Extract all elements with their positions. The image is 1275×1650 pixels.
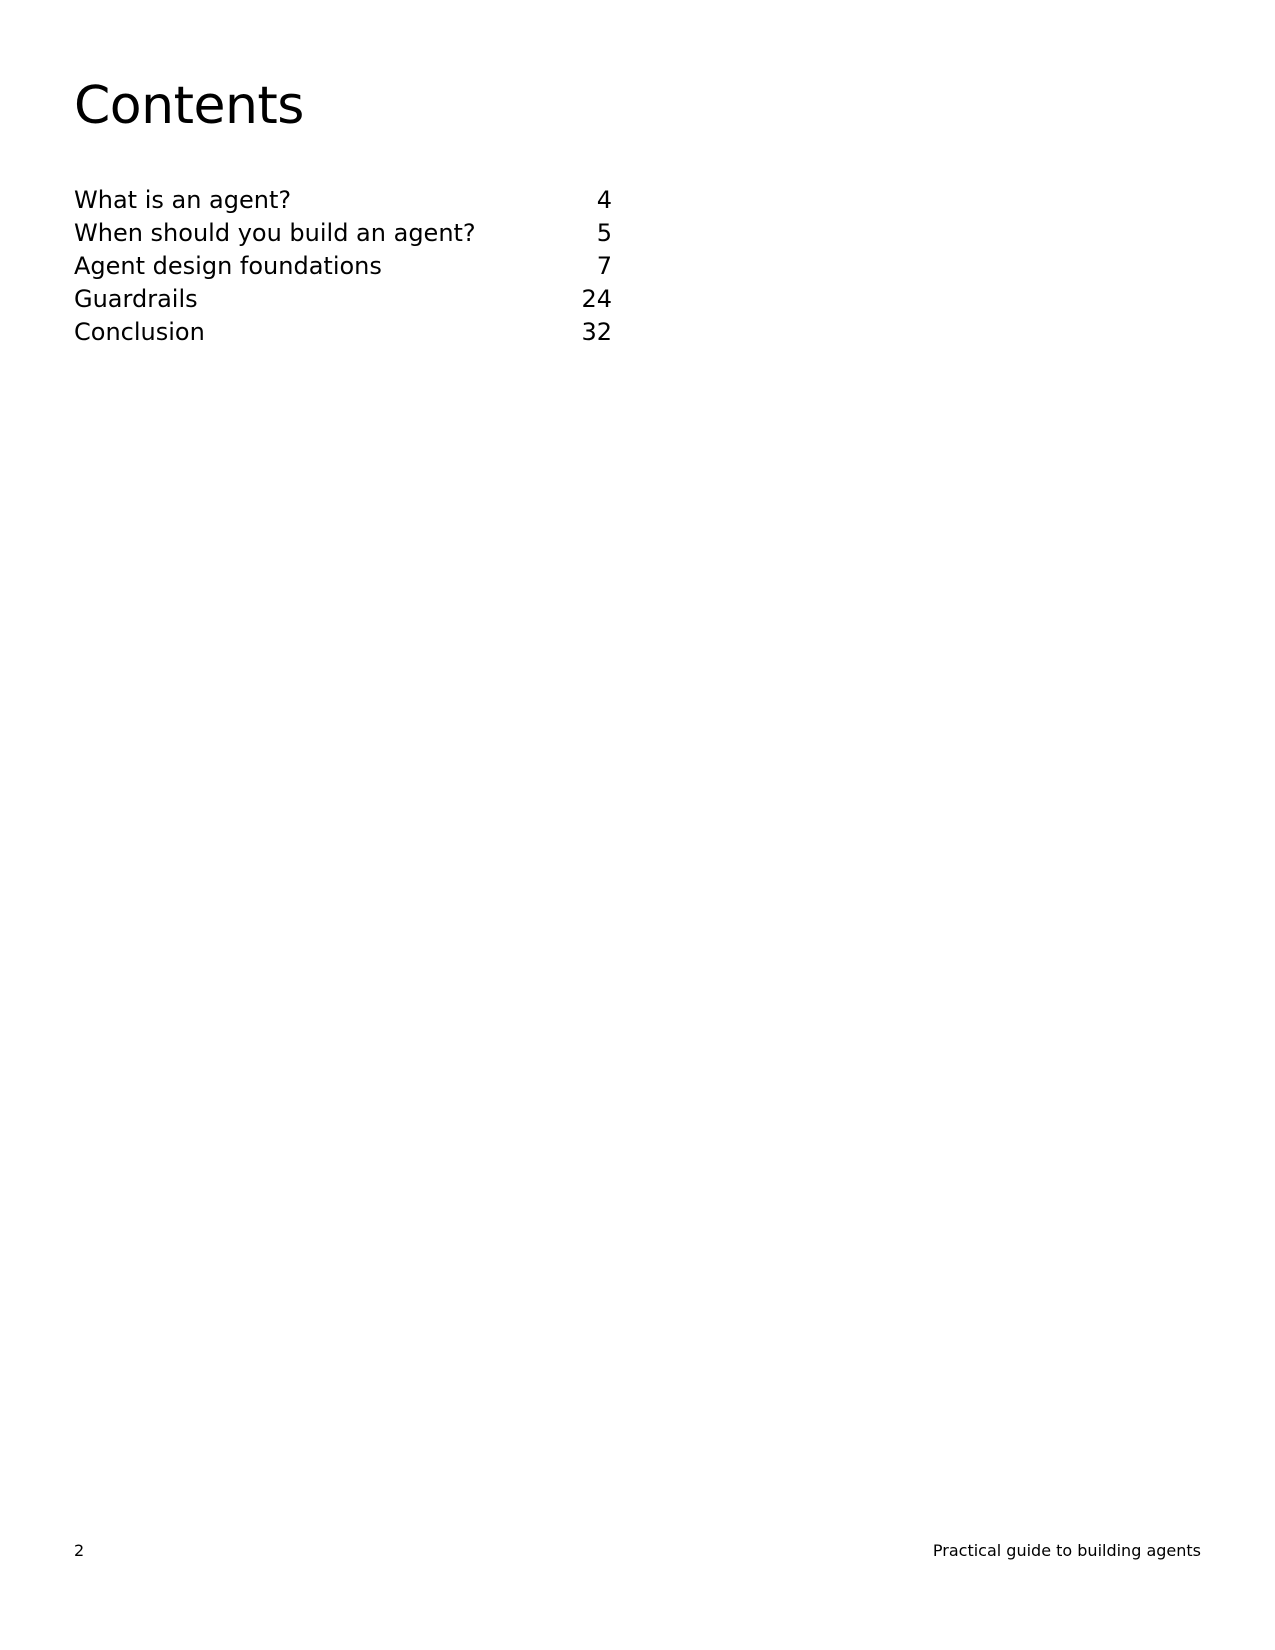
- toc-entry[interactable]: [74, 184, 612, 217]
- toc-entry-page-number: 24: [581, 285, 612, 313]
- toc-entry[interactable]: [74, 250, 612, 283]
- toc-entry[interactable]: [74, 217, 612, 250]
- toc-entry-page-number: 4: [596, 186, 612, 214]
- toc-entry-page-number: 5: [596, 219, 612, 247]
- toc-entry-label: What is an agent?: [74, 186, 292, 214]
- toc-entry-label: Guardrails: [74, 285, 198, 313]
- table-of-contents: [74, 184, 612, 349]
- footer-page-number: 2: [74, 1541, 85, 1560]
- toc-entry-label: Conclusion: [74, 318, 205, 346]
- footer-document-title: Practical guide to building agents: [932, 1541, 1201, 1560]
- toc-entry-page-number: 32: [581, 318, 612, 346]
- toc-entry[interactable]: [74, 316, 612, 349]
- toc-entry[interactable]: [74, 283, 612, 316]
- toc-entry-label: When should you build an agent?: [74, 219, 476, 247]
- toc-entry-label: Agent design foundations: [74, 252, 382, 280]
- toc-entry-page-number: 7: [596, 252, 612, 280]
- page-title: Contents: [74, 76, 304, 136]
